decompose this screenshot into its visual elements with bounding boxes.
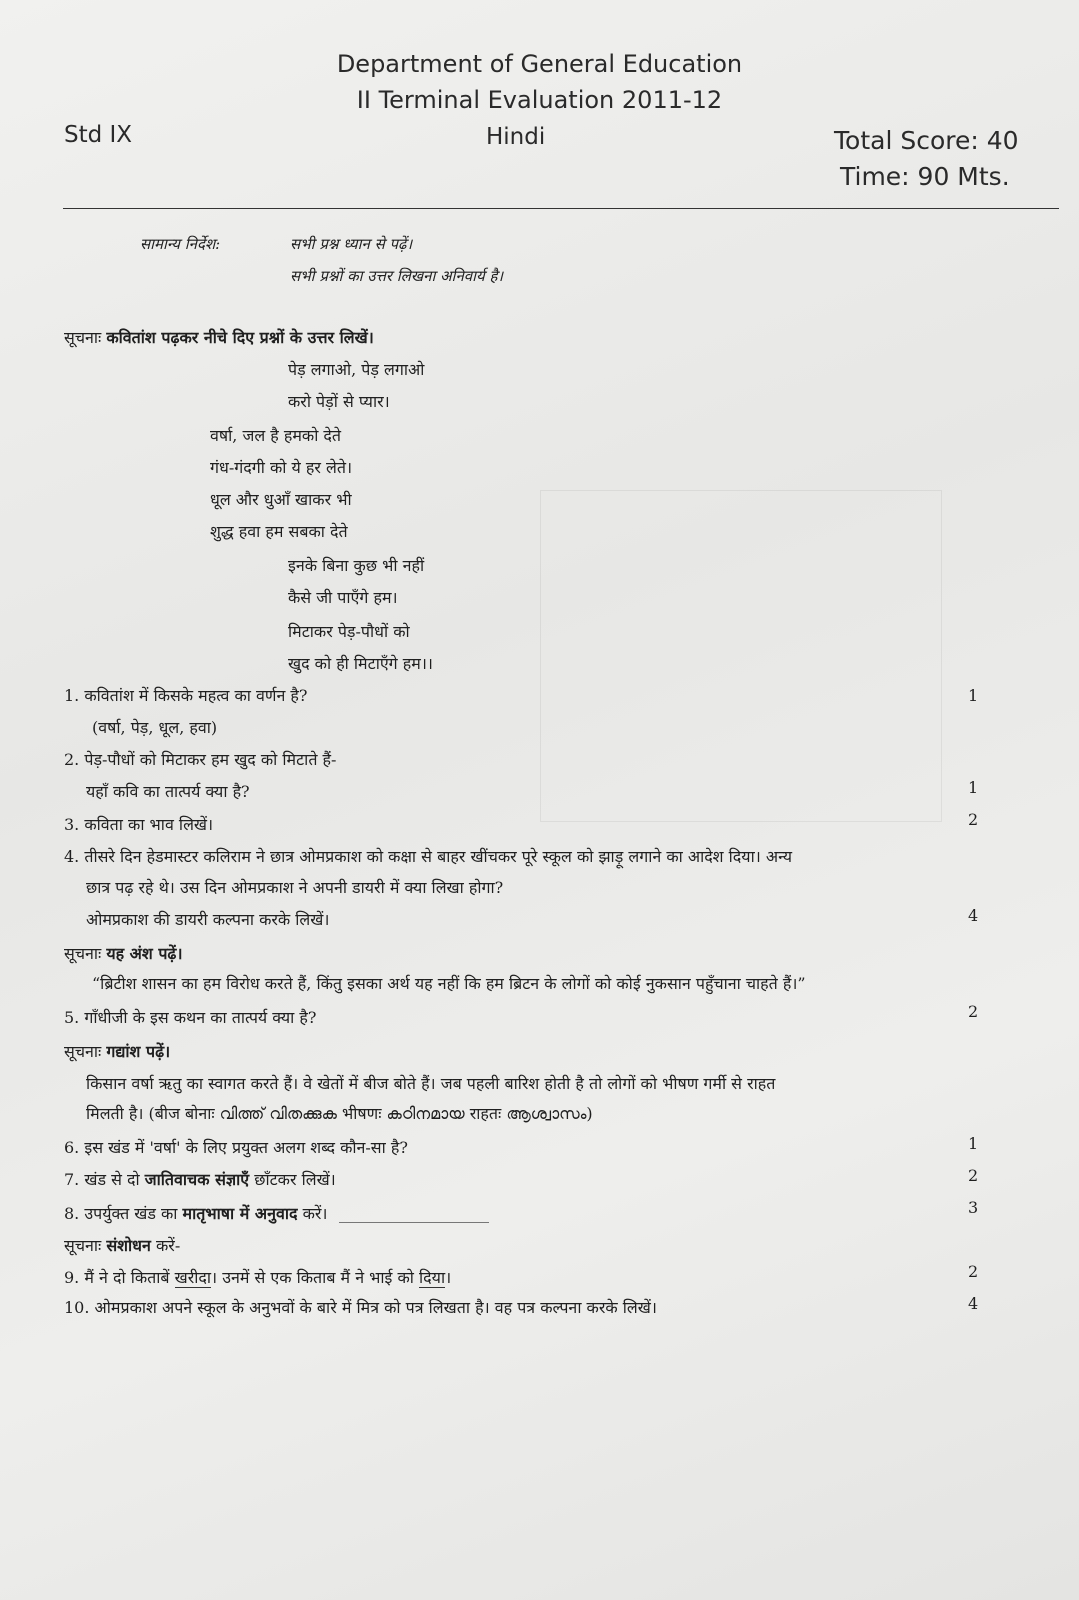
question-10: 10. ओमप्रकाश अपने स्कूल के अनुभवों के बारे में मित्र को पत्र लिखता है। वह पत्र कल्पना करके लिखें। [64,1298,657,1317]
marks-q1: 1 [968,686,979,705]
section-instruction-correction: सूचनाः संशोधन करें- [64,1236,181,1255]
question-2-line-1: 2. पेड़-पौधों को मिटाकर हम खुद को मिटाते हैं- [64,750,337,769]
marks-q3: 2 [968,810,979,829]
poem-line: कैसे जी पाएँगे हम। [288,588,398,607]
poem-line: वर्षा, जल है हमको देते [210,426,342,445]
poem-line: इनके बिना कुछ भी नहीं [288,556,425,575]
department-title: Department of General Education [336,50,743,78]
marks-q7: 2 [968,1166,979,1185]
total-score: Total Score: 40 [834,126,1019,155]
question-8: 8. उपर्युक्त खंड का मातृभाषा में अनुवाद करें। [64,1204,489,1223]
bleed-through-table [540,490,942,822]
question-3: 3. कविता का भाव लिखें। [64,815,214,834]
general-instructions-label: सामान्य निर्देश: [140,235,221,253]
poem-line: मिटाकर पेड़-पौधों को [288,622,410,641]
section-instruction-extract: सूचनाः यह अंश पढ़ें। [64,944,183,963]
general-instruction-1: सभी प्रश्न ध्यान से पढ़ें। [290,235,413,253]
question-6: 6. इस खंड में 'वर्षा' के लिए प्रयुक्त अलग शब्द कौन-सा है? [64,1138,408,1157]
prose-passage-line-1: किसान वर्षा ऋतु का स्वागत करते हैं। वे खेतों में बीज बोते हैं। जब पहली बारिश होती है तो लोगों को भीषण गर्मी से राहत [86,1074,776,1093]
underlined-word: खरीदा [174,1268,212,1287]
answer-blank [339,1222,489,1223]
question-2-line-2: यहाँ कवि का तात्पर्य क्या है? [86,782,250,801]
question-5: 5. गाँधीजी के इस कथन का तात्पर्य क्या है? [64,1008,317,1027]
time-allowed: Time: 90 Mts. [840,162,1010,191]
question-1: 1. कवितांश में किसके महत्व का वर्णन है? [64,686,308,705]
subject-label: Hindi [486,124,546,150]
poem-line: गंध-गंदगी को ये हर लेते। [210,458,353,477]
standard-label: Std IX [64,122,133,148]
question-4-line-2: छात्र पढ़ रहे थे। उस दिन ओमप्रकाश ने अपनी डायरी में क्या लिखा होगा? [86,878,504,897]
poem-line: धूल और धुआँ खाकर भी [210,490,352,509]
exam-title: II Terminal Evaluation 2011-12 [356,86,723,114]
gandhi-quote: “ब्रिटीश शासन का हम विरोध करते हैं, किंतु इसका अर्थ यह नहीं कि हम ब्रिटन के लोगों को कोई नुकसान पहुँचाना चाहते हैं।” [92,974,806,993]
underlined-word: दिया [419,1268,446,1287]
poem-line: पेड़ लगाओ, पेड़ लगाओ [288,360,425,379]
marks-q10: 4 [968,1294,979,1313]
question-1-options: (वर्षा, पेड़, धूल, हवा) [92,718,218,737]
marks-q5: 2 [968,1002,979,1021]
marks-q9: 2 [968,1262,979,1281]
section-instruction-poem: सूचनाः कवितांश पढ़कर नीचे दिए प्रश्नों के उत्तर लिखें। [64,328,374,347]
question-9: 9. मैं ने दो किताबें खरीदा। उनमें से एक किताब मैं ने भाई को दिया। [64,1268,452,1287]
poem-line: करो पेड़ों से प्यार। [288,392,390,411]
marks-q2: 1 [968,778,979,797]
poem-line: खुद को ही मिटाएँगे हम।। [288,654,433,673]
header-divider [63,208,1059,209]
marks-q4: 4 [968,906,979,925]
marks-q6: 1 [968,1134,979,1153]
question-7: 7. खंड से दो जातिवाचक संज्ञाएँ छाँटकर लिखें। [64,1170,336,1189]
question-4-line-1: 4. तीसरे दिन हेडमास्टर कलिराम ने छात्र ओमप्रकाश को कक्षा से बाहर खींचकर पूरे स्कूल को झाड़ू लगाने का आदेश दिया। अन्य [64,847,793,866]
poem-line: शुद्ध हवा हम सबका देते [210,522,348,541]
marks-q8: 3 [968,1198,979,1217]
prose-passage-line-2: मिलती है। (बीज बोनाः വിത്ത് വിതക്കുക भीषणः കഠിനമായ राहतः ആശ്വാസം) [86,1104,593,1123]
section-instruction-prose: सूचनाः गद्यांश पढ़ें। [64,1042,171,1061]
question-4-line-3: ओमप्रकाश की डायरी कल्पना करके लिखें। [86,910,330,929]
general-instruction-2: सभी प्रश्नों का उत्तर लिखना अनिवार्य है। [290,267,504,285]
